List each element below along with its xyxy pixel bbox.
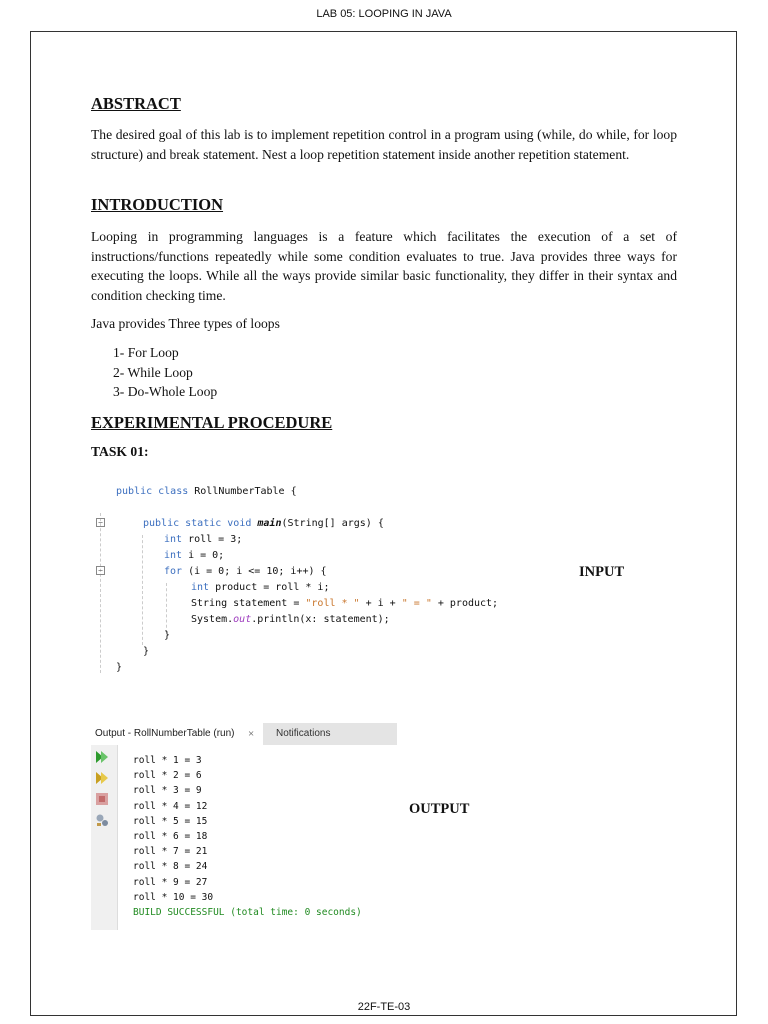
code-screenshot — [96, 483, 596, 675]
output-line: roll * 1 = 3 — [133, 755, 202, 766]
output-tab-bar — [91, 723, 397, 745]
page-header: LAB 05: LOOPING IN JAVA — [316, 8, 452, 20]
rerun-icon[interactable] — [95, 750, 109, 764]
code-line: public class RollNumberTable { — [116, 486, 297, 497]
input-label: INPUT — [579, 564, 625, 580]
output-line: roll * 3 = 9 — [133, 785, 202, 797]
code-guide-line — [166, 583, 167, 633]
introduction-heading: INTRODUCTION — [91, 195, 224, 214]
page-footer: 22F-TE-03 — [357, 1001, 411, 1013]
rerun-with-params-icon[interactable] — [95, 771, 109, 785]
introduction-text: Looping in programming languages is a feature which facilitates the execution of a set of instructions/functions repeatedly while some condition evaluates to true. Java provides three ways for executing the loops. While all the ways provide similar basic functionality, they differ in their syntax and condition checking time. — [91, 229, 677, 303]
output-line: roll * 7 = 21 — [133, 846, 208, 858]
output-label: OUTPUT — [409, 801, 470, 817]
output-line: roll * 5 = 15 — [133, 815, 208, 827]
tab-output[interactable]: Output - RollNumberTable (run) — [91, 723, 263, 745]
code-line: } — [116, 662, 123, 673]
output-line: roll * 2 = 6 — [133, 770, 202, 782]
loop-types-list — [113, 343, 217, 402]
settings-icon[interactable] — [95, 813, 109, 827]
fold-icon[interactable]: − — [96, 566, 105, 575]
output-line: roll * 4 = 12 — [133, 800, 208, 812]
fold-icon[interactable]: − — [96, 518, 105, 527]
build-status: BUILD SUCCESSFUL (total time: 0 seconds) — [133, 907, 362, 919]
code-line: } — [164, 630, 171, 641]
output-line: roll * 10 = 30 — [133, 891, 214, 903]
list-item: 2- While Loop — [113, 364, 193, 380]
code-line: System.out.println(x: statement); — [191, 614, 390, 625]
output-window — [91, 723, 397, 930]
code-line: } — [143, 646, 150, 657]
code-line: int roll = 3; — [164, 534, 243, 545]
code-line: public static void main(String[] args) { — [143, 518, 384, 529]
output-console — [133, 753, 362, 920]
loop-types-intro: Java provides Three types of loops — [91, 316, 280, 331]
output-line: roll * 8 = 24 — [133, 861, 208, 873]
output-line: roll * 9 = 27 — [133, 876, 208, 888]
close-icon[interactable]: × — [248, 728, 255, 740]
code-line: int product = roll * i; — [191, 582, 330, 593]
output-toolbar — [91, 745, 118, 930]
code-guide-line — [100, 513, 101, 673]
procedure-heading: EXPERIMENTAL PROCEDURE — [91, 413, 333, 432]
list-item: 3- Do-Whole Loop — [113, 384, 218, 399]
tab-notifications[interactable]: Notifications — [276, 728, 331, 739]
list-item: 1- For Loop — [113, 345, 179, 360]
code-line: String statement = "roll * " + i + " = " + product; — [191, 598, 499, 609]
abstract-text: The desired goal of this lab is to implement repetition control in a program using (while, do while, for loop structure) and break statement. Nest a loop repetition statement inside another repetition statement. — [91, 127, 677, 162]
output-line: roll * 6 = 18 — [133, 831, 208, 843]
code-guide-line — [142, 535, 143, 645]
abstract-heading: ABSTRACT — [91, 94, 181, 113]
code-line: for (i = 0; i <= 10; i++) { — [164, 566, 327, 577]
code-line: int i = 0; — [164, 550, 225, 561]
task-label: TASK 01: — [91, 444, 149, 459]
stop-icon[interactable] — [95, 792, 109, 806]
